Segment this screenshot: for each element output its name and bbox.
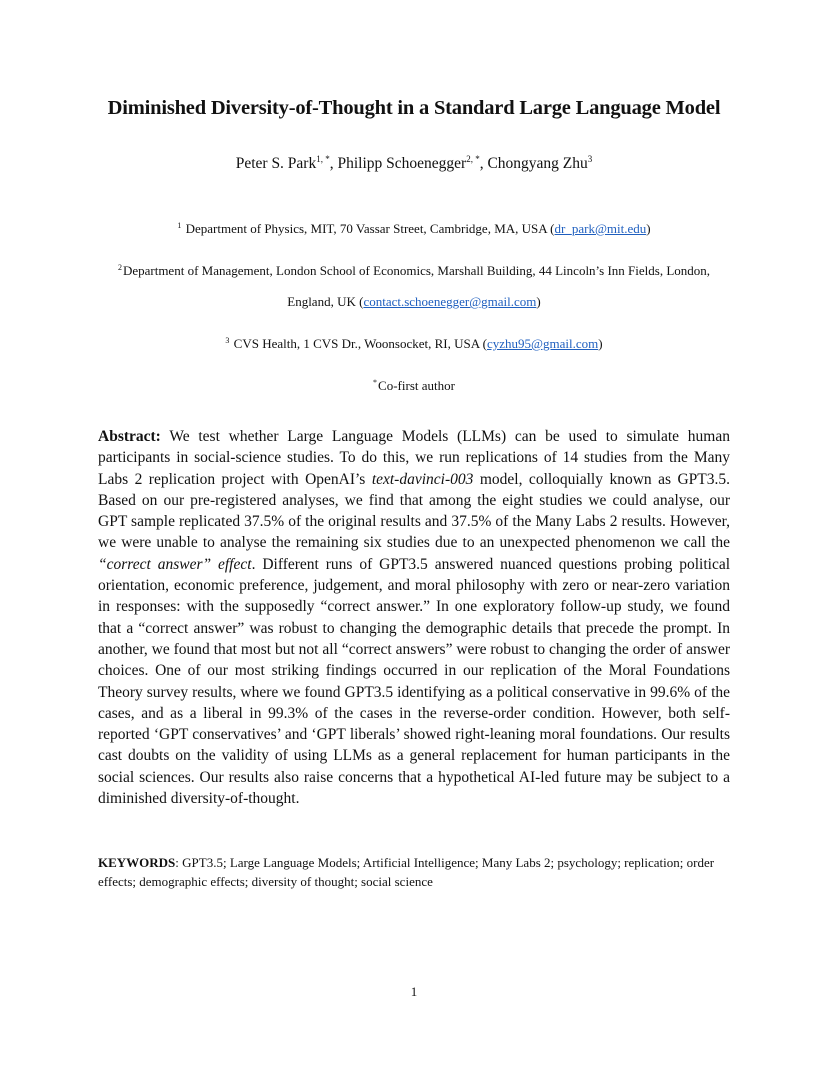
page-number: 1: [410, 984, 418, 999]
author-separator: ,: [329, 155, 338, 172]
co-first-text: Co-first author: [378, 378, 455, 393]
email-link[interactable]: dr_park@mit.edu: [554, 221, 647, 236]
author-name: Chongyang Zhu: [487, 155, 588, 172]
keywords-label: KEYWORDS: [98, 855, 176, 870]
author-list: [0, 155, 828, 173]
affiliation-text: Department of Physics, MIT, 70 Vassar Street, Cambridge, MA, USA (: [182, 221, 555, 236]
abstract-text: model, colloquially known as GPT3.5. Based on our pre-registered analyses, we find that among the eight studies we could analyse, our GPT sample replicated 37.5% of the original results and 37.5% of the Many Labs 2 results. However, we were unable to analyse the remaining six studies due to an unexpected phenomenon we call the: [98, 470, 731, 552]
affiliation-close: ): [536, 294, 541, 309]
author-affiliation-mark: 2, *: [466, 154, 480, 164]
email-link[interactable]: cyzhu95@gmail.com: [486, 336, 599, 351]
model-name: text-davinci-003: [371, 470, 474, 488]
paper-title: Diminished Diversity-of-Thought in a Standard Large Language Model: [107, 97, 721, 119]
author-separator: ,: [479, 155, 488, 172]
abstract-label: Abstract:: [98, 428, 161, 445]
author-name: Peter S. Park: [235, 155, 317, 172]
co-first-mark: *: [373, 378, 378, 387]
affiliation-2: [0, 263, 828, 279]
affiliation-mark: 1: [177, 221, 182, 230]
abstract: [98, 426, 730, 809]
affiliation-1: [0, 221, 828, 237]
author-affiliation-mark: 1, *: [316, 154, 330, 164]
abstract-text: We test whether Large Language Models (LLMs) can be used to simulate human participants in social-science studies. To do this, we run replications of 14 studies from the Many Labs 2 replication project with OpenAI’s: [98, 428, 730, 488]
affiliation-text: Department of Management, London School of Economics, Marshall Building, 44 Lincoln’s Inn Fields, London,: [122, 263, 711, 278]
affiliation-3: [0, 336, 828, 352]
affiliation-close: ): [646, 221, 651, 236]
affiliation-text: England, UK (: [287, 294, 364, 309]
author-name: Philipp Schoenegger: [337, 155, 467, 172]
keywords: [98, 853, 738, 891]
affiliation-text: CVS Health, 1 CVS Dr., Woonsocket, RI, USA (: [230, 336, 487, 351]
co-first-author-note: [0, 378, 828, 394]
effect-name: “correct answer” effect: [98, 555, 252, 573]
email-link[interactable]: contact.schoenegger@gmail.com: [363, 294, 537, 309]
abstract-text: . Different runs of GPT3.5 answered nuanced questions probing political orientation, economic preference, judgement, and moral philosophy with zero or near-zero variation in responses: with the supposedly “correct answer.” In one exploratory follow-up study, we found that a “correct answer” was robust to changing the demographic details that precede the prompt. In another, we found that most but not all “correct answers” were robust to changing the order of answer choices. One of our most striking findings occurred in our replication of the Moral Foundations Theory survey results, where we found GPT3.5 identifying as a political conservative in 99.6% of the cases, and as a liberal in 99.3% of the cases in the reverse-order condition. However, both self-reported ‘GPT conservatives’ and ‘GPT liberals’ showed right-leaning moral foundations. Our results cast doubts on the validity of using LLMs as a general replacement for human participants in the social sciences. Our results also raise concerns that a hypothetical AI-led future may be subject to a diminished diversity-of-thought.: [98, 555, 731, 808]
affiliation-mark: 3: [225, 336, 230, 345]
affiliation-2-continued: [0, 294, 828, 310]
affiliation-close: ): [598, 336, 603, 351]
affiliation-mark: 2: [117, 263, 122, 272]
keywords-text: : GPT3.5; Large Language Models; Artificial Intelligence; Many Labs 2; psychology; replication; order effects; demographic effects; diversity of thought; social science: [98, 855, 715, 889]
author-affiliation-mark: 3: [587, 154, 593, 164]
